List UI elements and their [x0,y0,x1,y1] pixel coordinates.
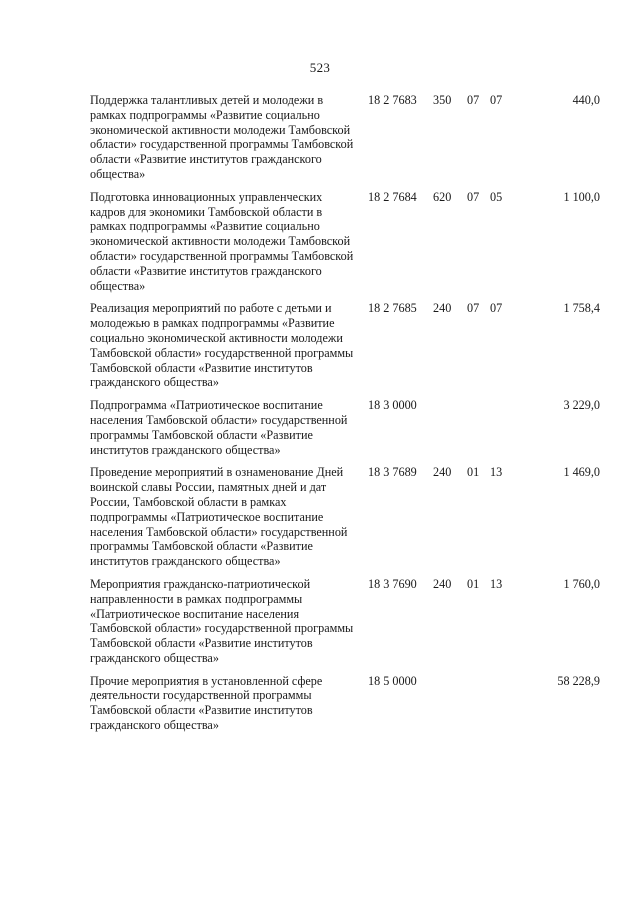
row-description: Подпрограмма «Патриотическое воспитание населения Тамбовской области» государственной программы Тамбовской области «Развитие институтов гражданского общества» [90,398,348,457]
row-subsection: 07 [490,93,503,107]
row-section: 07 [467,93,480,107]
row-target-code: 18 3 0000 [368,398,417,413]
table-row [90,301,610,390]
row-target-code: 18 3 7690 [368,576,417,591]
row-amount: 1 469,0 [563,465,600,480]
row-amount: 3 229,0 [563,398,600,413]
row-description: Прочие мероприятия в установленной сфере деятельности государственной программы Тамбовской области «Развитие институтов гражданского общества» [90,673,323,733]
row-description: Подготовка инновационных управленческих кадров для экономики Тамбовской области в рамках подпрограммы «Развитие социально экономической активности молодежи Тамбовской области» государственной программы Тамбовской области «Развитие институтов гражданского общества» [90,189,354,293]
row-expense-type: 350 [433,93,452,107]
row-target-code: 18 5 0000 [368,673,417,688]
table-row [90,465,610,569]
row-subsection: 05 [490,189,503,204]
row-amount: 58 228,9 [557,673,600,688]
row-subsection: 13 [490,465,503,480]
row-expense-type: 240 [433,301,452,316]
row-target-code: 18 3 7689 [368,465,417,480]
table-row [90,674,610,733]
row-description: Реализация мероприятий по работе с детьми и молодежью в рамках подпрограммы «Развитие социально экономической активности молодежи Тамбовской области» государственной программы Тамбовской области «Развитие институтов гражданского общества» [90,301,354,390]
page-number: 523 [309,60,331,75]
row-expense-type: 240 [433,465,452,480]
table-row [90,190,610,294]
row-amount: 1 100,0 [563,189,600,204]
table-row [90,398,610,457]
row-target-code: 18 2 7683 [368,93,417,107]
row-description: Мероприятия гражданско-патриотической направленности в рамках подпрограммы «Патриотическое воспитание населения Тамбовской области» государственной программы Тамбовской области «Развитие институтов гражданского общества» [90,576,354,665]
row-description: Поддержка талантливых детей и молодежи в рамках подпрограммы «Развитие социально экономической активности молодежи Тамбовской области» государственной программы Тамбовской области «Развитие институтов гражданского общества» [90,93,354,181]
row-section: 07 [467,301,480,316]
row-section: 01 [467,465,480,480]
row-target-code: 18 2 7684 [368,189,417,204]
row-amount: 1 758,4 [563,301,600,316]
row-expense-type: 620 [433,189,452,204]
budget-table [90,93,610,741]
row-amount: 440,0 [572,93,600,107]
table-row [90,577,610,666]
row-expense-type: 240 [433,576,452,591]
row-target-code: 18 2 7685 [368,301,417,316]
row-description: Проведение мероприятий в ознаменование Дней воинской славы России, памятных дней и дат России, Тамбовской области в рамках подпрограммы «Патриотическое воспитание населения Тамбовской области» государственной программы Тамбовской области «Развитие институтов гражданского общества» [90,465,348,569]
row-section: 07 [467,189,480,204]
row-section: 01 [467,576,480,591]
row-subsection: 07 [490,301,503,316]
table-row [90,93,610,182]
row-subsection: 13 [490,576,503,591]
row-amount: 1 760,0 [563,576,600,591]
